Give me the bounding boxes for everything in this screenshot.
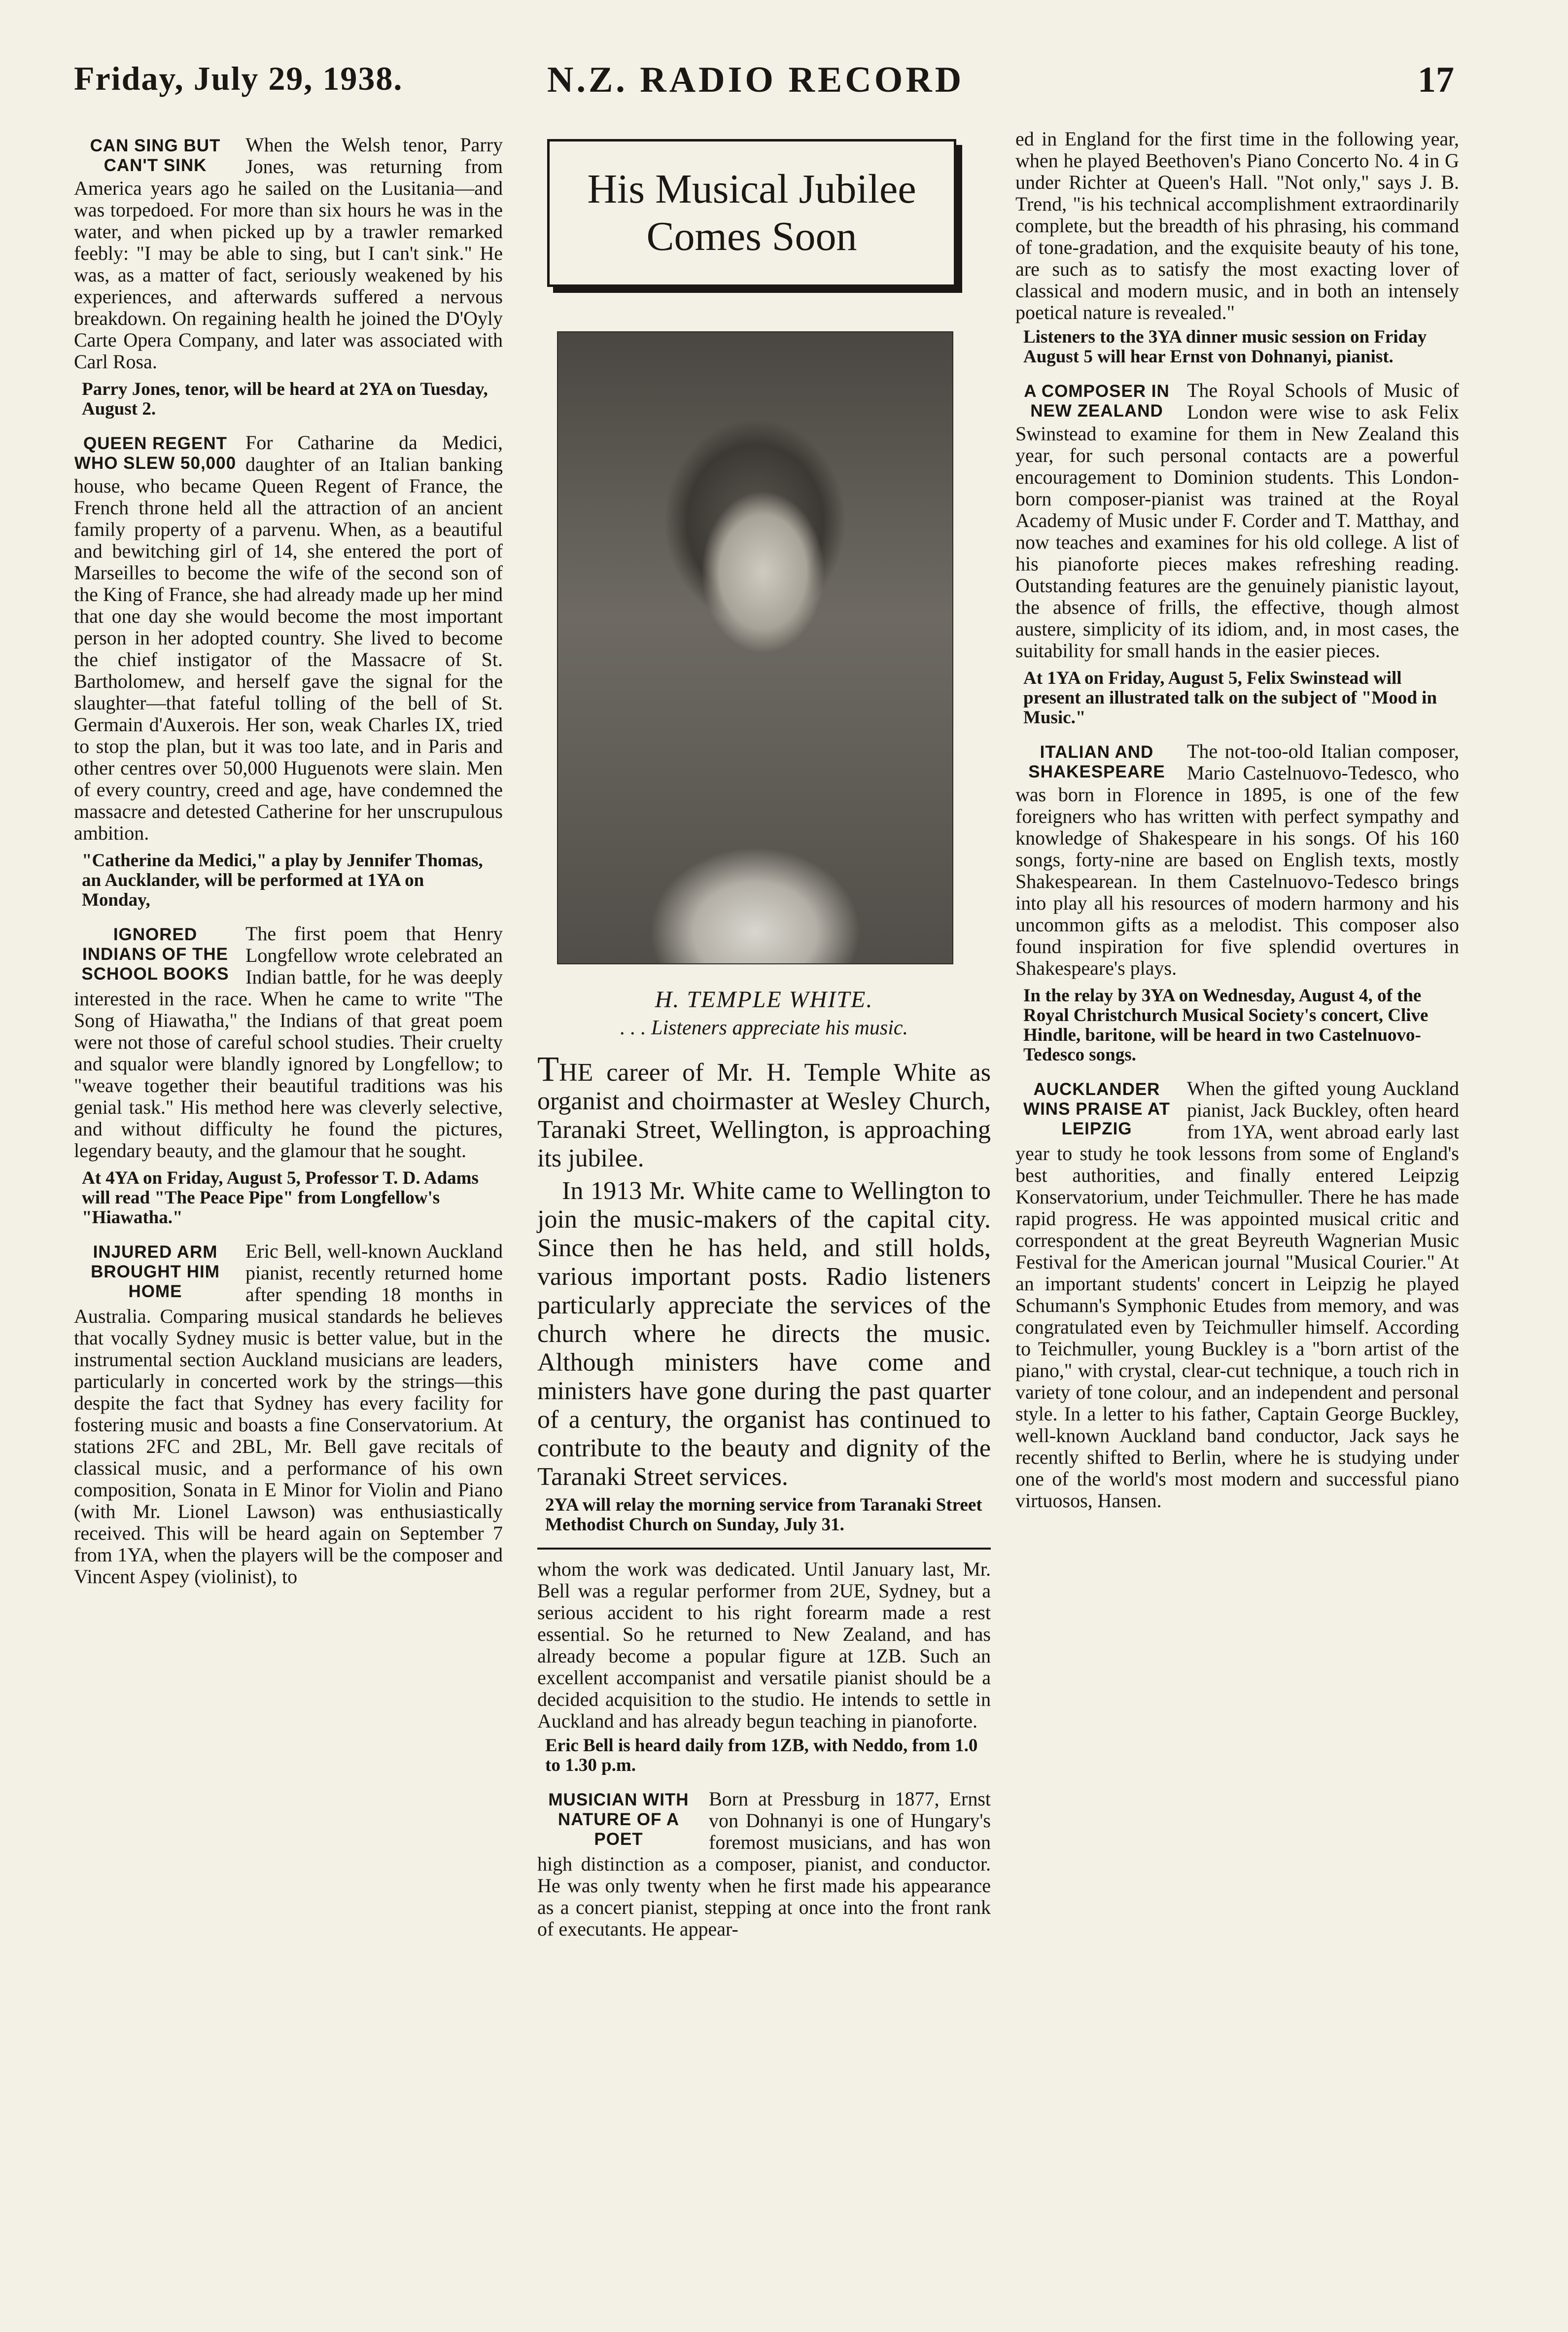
article-can-sing (74, 134, 503, 377)
article-musician-poet (537, 1788, 991, 1944)
masthead (74, 59, 1454, 113)
broadcast-credit: 2YA will relay the morning service from Taranaki Street Methodist Church on Sunday, July 31. (545, 1495, 982, 1535)
side-heading: IGNORED INDIANS OF THE SCHOOL BOOKS (81, 925, 229, 984)
article-continuation: ed in England for the first time in the following year, when he played Beethoven's Piano Concerto No. 4 in G under Richter at Queen's Hall. "Not only," says J. B. Trend, "is his technical accomplishment extraordinarily complete, but the breadth of his phrasing, his command of tone-gradation, and the exquisite beauty of his tone, are such as to satisfy the most exacting lover of classical and modern music, and in both an intensely poetical nature is revealed." (1015, 128, 1459, 323)
column-left (74, 128, 503, 1591)
issue-date: Friday, July 29, 1938. (74, 60, 403, 97)
side-heading: AUCKLANDER WINS PRAISE AT LEIPZIG (1023, 1080, 1170, 1138)
article-body: The Royal Schools of Music of London were wise to ask Felix Swinstead to examine for them in New Zealand this year, for such personal contacts are a powerful encouragement to Dominion students. This London-born composer-pianist was trained at the Royal Academy of Music under F. Corder and T. Matthay, and now teaches and examines for his old college. A list of his pianoforte pieces makes refreshing reading. Outstanding features are the genuinely pianistic layout, the absence of frills, the effective, though almost austere, simplicity of its idiom, and, in most cases, the suitability for small hands in the easier pieces. (1015, 380, 1459, 662)
article-injured-arm (74, 1240, 503, 1591)
article-body: Eric Bell, well-known Auckland pianist, recently returned home after spending 18 months in Australia. Comparing musical standards he believes that vocally Sydney music is better value, but in the instrumental section Auckland musicians are leaders, particularly in concerted work by the strings—this despite the fact that Sydney has every facility for fostering music and boasts a fine Conservatorium. At stations 2FC and 2BL, Mr. Bell gave recitals of classical music, and a performance of his own composition, Sonata in E Minor for Violin and Piano (with Mr. Lionel Lawson) was enthusiastically received. This will be heard again on September 7 from 1YA, when the players will be the composer and Vincent Aspey (violinist), to (74, 1240, 503, 1588)
broadcast-credit: In the relay by 3YA on Wednesday, August 4, of the Royal Christchurch Musical Society's concert, Clive Hindle, baritone, will be heard in two Castelnuovo-Tedesco songs. (1023, 986, 1429, 1065)
side-heading: MUSICIAN WITH NATURE OF A POET (548, 1790, 689, 1849)
side-heading: ITALIAN AND SHAKESPEARE (1028, 742, 1165, 781)
article-queen-regent (74, 432, 503, 848)
broadcast-credit: Listeners to the 3YA dinner music session on Friday August 5 will hear Ernst von Dohnanyi, pianist. (1023, 327, 1427, 367)
broadcast-credit: At 1YA on Friday, August 5, Felix Swinstead will present an illustrated talk on the subject of "Mood in Music." (1023, 668, 1437, 728)
publication-title: N.Z. RADIO RECORD (547, 60, 965, 100)
side-heading: CAN SING BUT CAN'T SINK (90, 136, 221, 175)
column-middle (537, 128, 991, 1944)
photo-caption-sub: . . . Listeners appreciate his music. (620, 1017, 908, 1039)
article-italian-shakespeare (1015, 741, 1459, 983)
article-aucklander-leipzig (1015, 1078, 1459, 1516)
broadcast-credit: Parry Jones, tenor, will be heard at 2YA on Tuesday, August 2. (82, 379, 488, 419)
photo-caption-name: H. TEMPLE WHITE. (655, 987, 873, 1013)
side-heading: INJURED ARM BROUGHT HIM HOME (91, 1242, 220, 1301)
feature-article (537, 1049, 991, 1491)
article-body: For Catharine da Medici, daughter of an Italian banking house, who became Queen Regent of France, the French throne held all the attraction of an ancient family property of a parvenu. When, as a beautiful and bewitching girl of 14, she entered the port of Marseilles to become the wife of the second son of the King of France, she had already made up her mind that one day she would become the most important person in her adopted country. She lived to become the chief instigator of the Massacre of St. Bartholomew, and herself gave the signal for the slaughter—that fateful tolling of the bell of St. Germain d'Auxerois. Her son, weak Charles IX, tried to stop the plan, but it was too late, and in Paris and other centres over 50,000 Huguenots were slain. Men of every country, creed and age, have condemned the massacre and detested Catherine for her unscrupulous ambition. (74, 432, 503, 844)
broadcast-credit: Eric Bell is heard daily from 1ZB, with Neddo, from 1.0 to 1.30 p.m. (545, 1735, 978, 1775)
feature-paragraph-1 (537, 1049, 991, 1173)
page-number: 17 (1418, 60, 1454, 100)
feature-paragraph-2: In 1913 Mr. White came to Wellington to join the music-makers of the capital city. Since then he has held, and still holds, various important posts. Radio listeners particularly appreciate the services of the church where he directs the music. Although ministers have come and ministers have gone during the past quarter of a century, the organist has continued to contribute to the beauty and dignity of the Taranaki Street services. (537, 1177, 991, 1491)
article-body: Born at Pressburg in 1877, Ernst von Dohnanyi is one of Hungary's foremost musicians, and has won high distinction as a composer, pianist, and conductor. He was only twenty when he first made his appearance as a concert pianist, stepping at once into the front rank of executants. He appear- (537, 1788, 991, 1940)
article-body: When the gifted young Auckland pianist, Jack Buckley, often heard from 1YA, went abroad early last year to study he took lessons from some of England's best authorities, and finally entered Leipzig Konservatorium, under Teichmuller. There he has made rapid progress. He was appointed musical critic and correspondent at the great Beyreuth Wagnerian Music Festival for the American journal "Musical Courier." At an important students' concert in Leipzig he played Schumann's Symphonic Etudes from memory, and was congratulated even by Teichmuller himself. According to Teichmuller, young Buckley is a "born artist of the piano," with crystal, clear-cut technique, a touch rich in variety of tone colour, and an independent and personal style. In a letter to his father, Captain George Buckley, well-known Auckland band conductor, Jack says he recently shifted to Berlin, where he is studying under one of the world's most modern and successful piano virtuosos, Hansen. (1015, 1078, 1459, 1512)
broadcast-credit: At 4YA on Friday, August 5, Professor T. D. Adams will read "The Peace Pipe" from Longfellow's "Hiawatha." (82, 1168, 479, 1228)
drop-cap: T (537, 1049, 559, 1089)
article-body: When the Welsh tenor, Parry Jones, was returning from America years ago he sailed on the Lusitania—and was torpedoed. For more than six hours he was in the water, and when picked up by a trawler remarked feebly: "I may be able to sing, but I can't sink." He was, as a matter of fact, seriously weakened by his experiences, and afterwards suffered a nervous breakdown. On regaining health he joined the D'Oyly Carte Opera Company, and later was associated with Carl Rosa. (74, 134, 503, 373)
broadcast-credit: "Catherine da Medici," a play by Jennifer Thomas, an Aucklander, will be performed at 1YA on Monday, (82, 850, 483, 910)
feature-paragraph-1-text: HE career of Mr. H. Temple White as organist and choirmaster at Wesley Church, Taranaki Street, Wellington, is approaching its jubilee. (537, 1059, 991, 1172)
portrait-photo (557, 331, 953, 964)
section-divider (537, 1548, 991, 1550)
article-body: The first poem that Henry Longfellow wrote celebrated an Indian battle, for he was deeply interested in the race. When he came to write "The Song of Hiawatha," the Indians of that great poem were not those of careful school studies. Their cruelty and squalor were blandly ignored by Longfellow; to "weave together their beautiful traditions was his genial task." His method here was cleverly selective, and without difficulty he found the pictures, legendary beauty, and the glamour that he sought. (74, 923, 503, 1162)
article-composer-nz (1015, 380, 1459, 666)
side-heading: QUEEN REGENT WHO SLEW 50,000 (74, 434, 237, 473)
column-right (1015, 128, 1459, 1516)
side-heading: A COMPOSER IN NEW ZEALAND (1024, 382, 1170, 421)
feature-headline: His Musical Jubilee Comes Soon (547, 139, 956, 287)
article-body: The not-too-old Italian composer, Mario Castelnuovo-Tedesco, who was born in Florence in 1895, is one of the few foreigners who has written with perfect sympathy and knowledge of Shakespeare in his songs. Of his 160 songs, forty-nine are based on English texts, mostly Shakespearean. In them Castelnuovo-Tedesco brings into play all his resources of modern harmony and his uncommon gifts as a melodist. This composer also found inspiration for five splendid overtures in Shakespeare's plays. (1015, 741, 1459, 979)
article-continuation: whom the work was dedicated. Until January last, Mr. Bell was a regular performer from 2UE, Sydney, but a serious accident to his right forearm made a rest essential. So he returned to New Zealand, and has already become a popular figure at 1ZB. Such an excellent accompanist and versatile pianist should be a decided acquisition to the studio. He intends to settle in Auckland and has already begun teaching in pianoforte. (537, 1558, 991, 1732)
article-ignored-indians (74, 923, 503, 1166)
